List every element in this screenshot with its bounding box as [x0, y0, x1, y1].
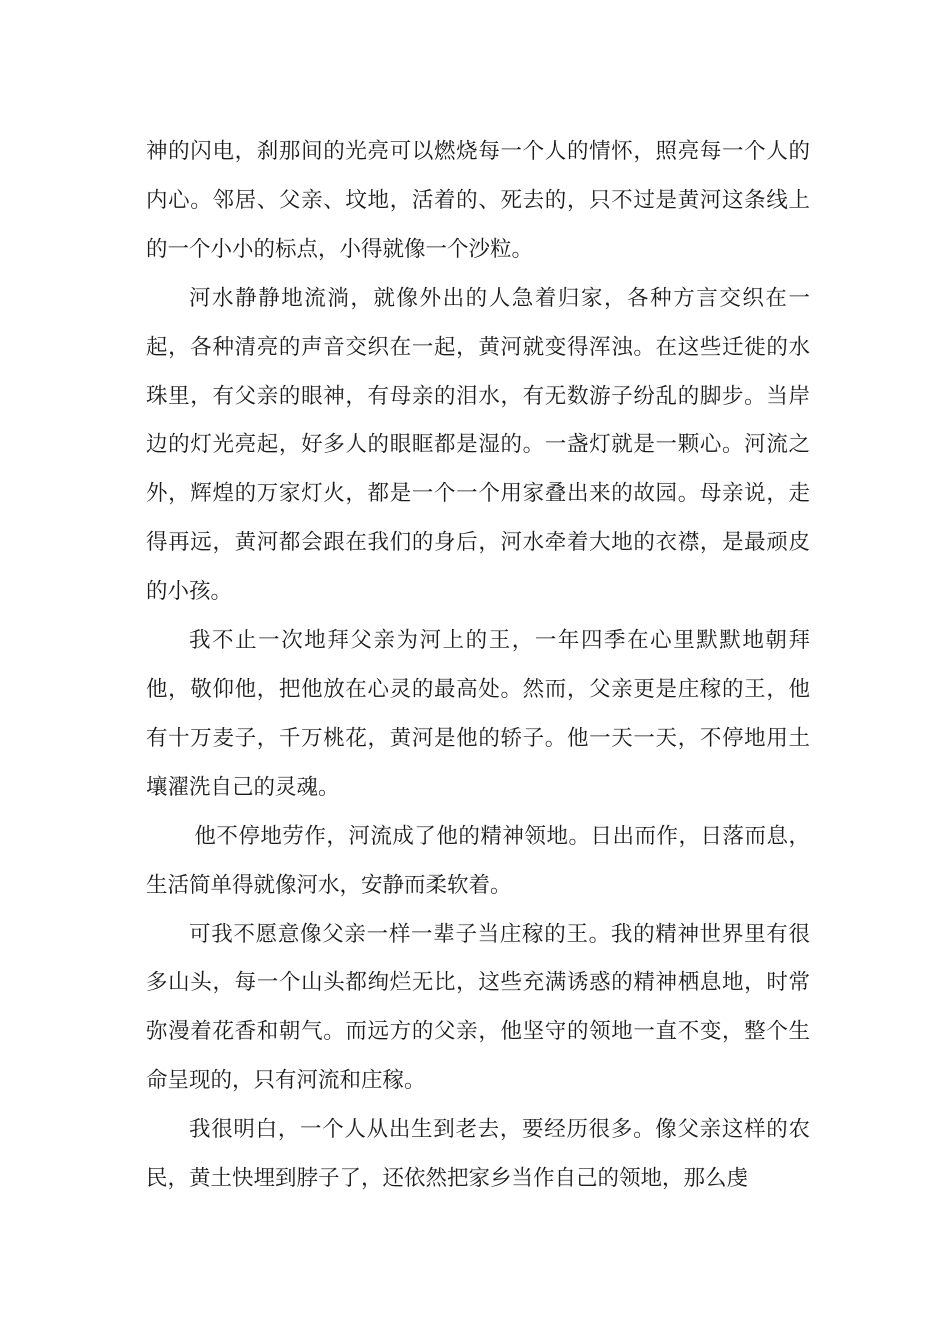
paragraph-3: 我不止一次地拜父亲为河上的王，一年四季在心里默默地朝拜他，敬仰他，把他放在心灵的最高处。然而，父亲更是庄稼的王，他有十万麦子，千万桃花，黄河是他的轿子。他一天一天，不停地用土壤濯洗自己的灵魂。 — [146, 628, 810, 800]
document-body — [146, 128, 810, 1204]
paragraph-6: 我很明白，一个人从出生到老去，要经历很多。像父亲这样的农民，黄土快埋到脖子了，还依然把家乡当作自己的领地，那么虔 — [146, 1117, 810, 1192]
paragraph-5: 可我不愿意像父亲一样一辈子当庄稼的王。我的精神世界里有很多山头，每一个山头都绚烂无比，这些充满诱惑的精神栖息地，时常弥漫着花香和朝气。而远方的父亲，他坚守的领地一直不变，整个生命呈现的，只有河流和庄稼。 — [146, 921, 810, 1094]
paragraph-2: 河水静静地流淌，就像外出的人急着归家，各种方言交织在一起，各种清亮的声音交织在一起，黄河就变得浑浊。在这些迁徙的水珠里，有父亲的眼神，有母亲的泪水，有无数游子纷乱的脚步。当岸边的灯光亮起，好多人的眼眶都是湿的。一盏灯就是一颗心。河流之外，辉煌的万家灯火，都是一个一个用家叠出来的故园。母亲说，走得再远，黄河都会跟在我们的身后，河水牵着大地的衣襟，是最顽皮的小孩。 — [146, 285, 810, 605]
paragraph-1: 神的闪电，刹那间的光亮可以燃烧每一个人的情怀，照亮每一个人的内心。邻居、父亲、坟地，活着的、死去的，只不过是黄河这条线上的一个小小的标点，小得就像一个沙粒。 — [146, 139, 810, 262]
paragraph-4: 他不停地劳作，河流成了他的精神领地。日出而作，日落而息，生活简单得就像河水，安静而柔软着。 — [146, 823, 810, 898]
